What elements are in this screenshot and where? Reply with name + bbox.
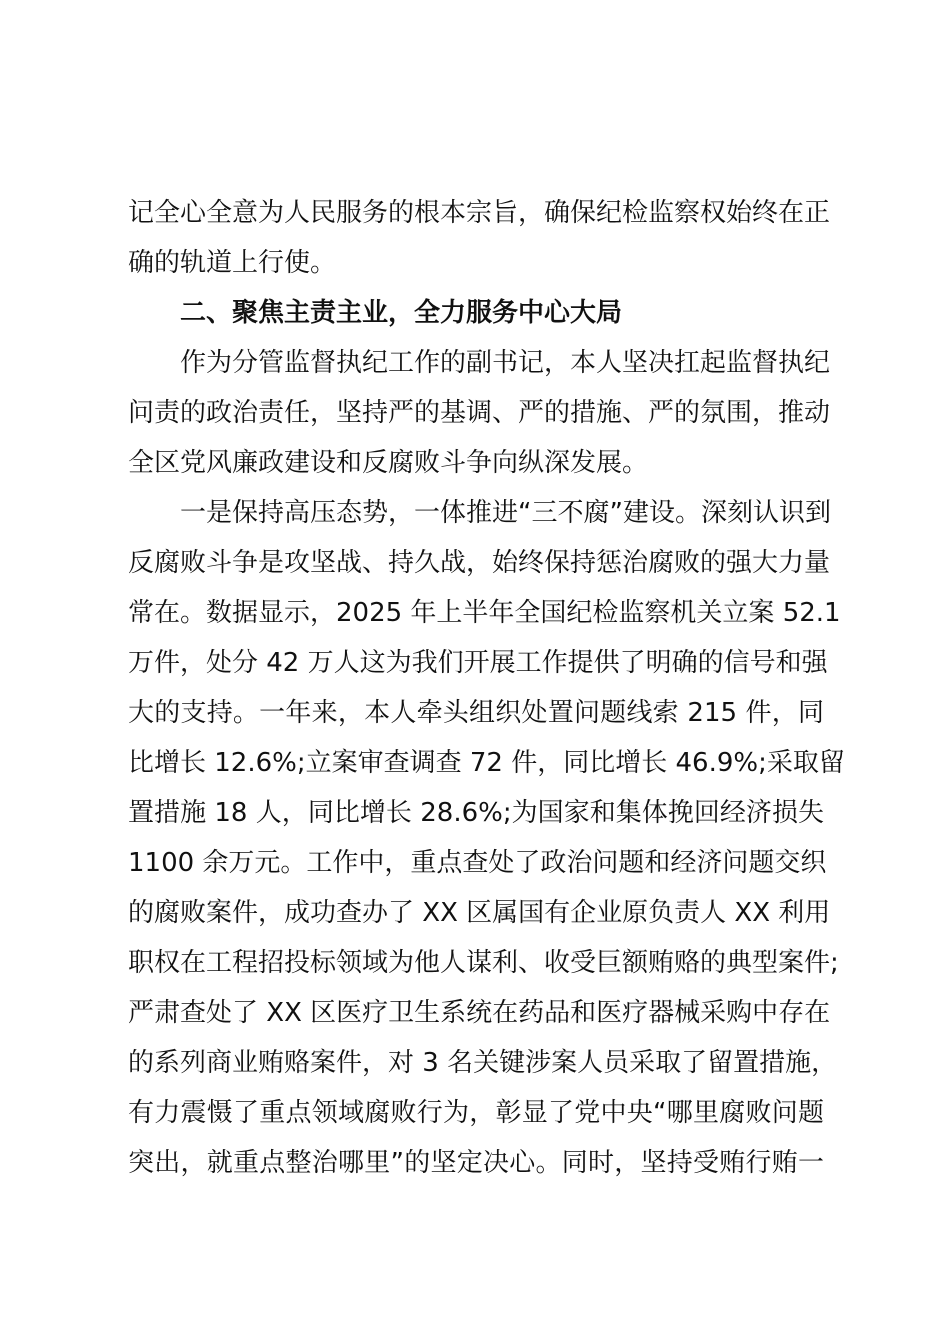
text-line: 的系列商业贿赂案件，对 3 名关键涉案人员采取了留置措施， <box>128 1048 838 1078</box>
text-line: 大的支持。一年来，本人牵头组织处置问题线索 215 件，同 <box>128 698 824 728</box>
text-line: 一是保持高压态势，一体推进“三不腐”建设。深刻认识到 <box>180 498 831 528</box>
text-line: 记全心全意为人民服务的根本宗旨，确保纪检监察权始终在正 <box>128 198 831 228</box>
text-line: 置措施 18 人，同比增长 28.6%;为国家和集体挽回经济损失 <box>128 798 824 828</box>
text-line: 常在。数据显示，2025 年上半年全国纪检监察机关立案 52.1 <box>128 598 841 628</box>
text-line: 作为分管监督执纪工作的副书记，本人坚决扛起监督执纪 <box>180 348 831 378</box>
text-line: 比增长 12.6%;立案审查调查 72 件，同比增长 46.9%;采取留 <box>128 748 845 778</box>
paragraph-continuation <box>128 188 831 288</box>
text-line: 1100 余万元。工作中，重点查处了政治问题和经济问题交织 <box>128 848 827 878</box>
paragraph-responsibility <box>128 338 831 488</box>
text-line: 突出，就重点整治哪里”的坚定决心。同时，坚持受贿行贿一 <box>128 1148 824 1178</box>
document-page <box>128 188 845 1188</box>
paragraph-high-pressure <box>128 488 845 1188</box>
text-line: 万件，处分 42 万人这为我们开展工作提供了明确的信号和强 <box>128 648 828 678</box>
text-line: 确的轨道上行使。 <box>128 248 337 278</box>
text-line: 问责的政治责任，坚持严的基调、严的措施、严的氛围，推动 <box>128 398 831 428</box>
text-line: 有力震慑了重点领域腐败行为，彰显了党中央“哪里腐败问题 <box>128 1098 824 1128</box>
text-line: 反腐败斗争是攻坚战、持久战，始终保持惩治腐败的强大力量 <box>128 548 831 578</box>
text-line: 全区党风廉政建设和反腐败斗争向纵深发展。 <box>128 448 649 478</box>
text-line: 的腐败案件，成功查办了 XX 区属国有企业原负责人 XX 利用 <box>128 898 831 928</box>
text-line: 职权在工程招投标领域为他人谋利、收受巨额贿赂的典型案件; <box>128 948 839 978</box>
section-heading <box>128 288 824 338</box>
heading-text: 二、聚焦主责主业，全力服务中心大局 <box>180 298 623 328</box>
text-line: 严肃查处了 XX 区医疗卫生系统在药品和医疗器械采购中存在 <box>128 998 831 1028</box>
